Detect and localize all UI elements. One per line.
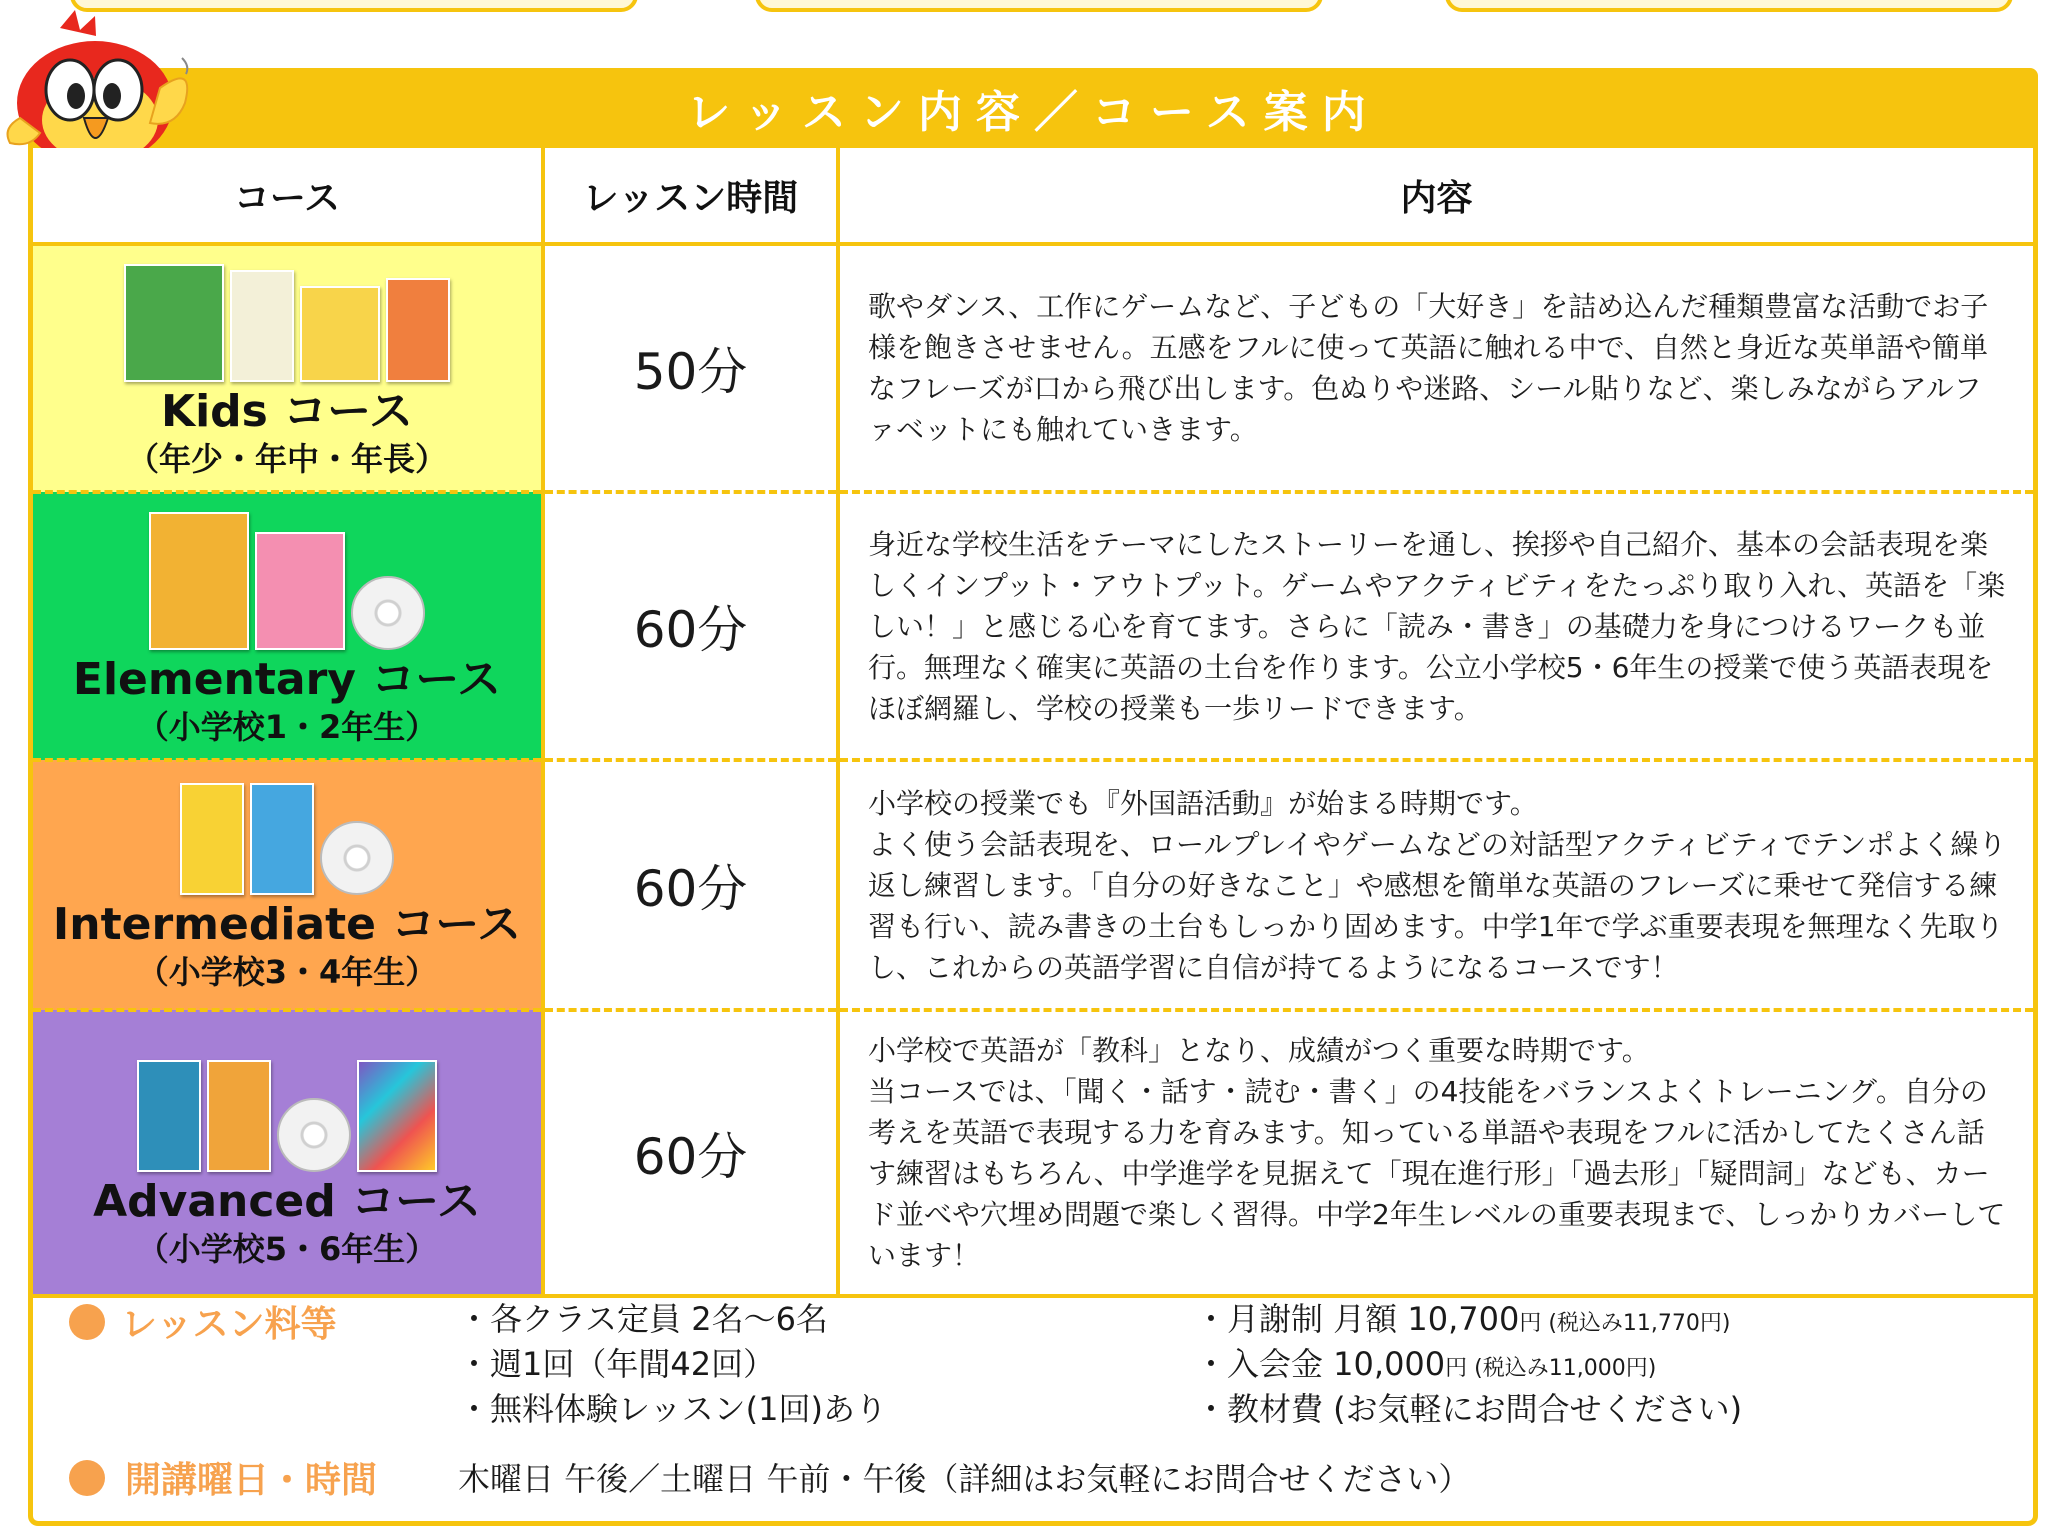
course-description: 歌やダンス、工作にゲームなど、子どもの「大好き」を詰め込んだ種類豊富な活動でお子様を飽きさせません。五感をフルに使って英語に触れる中で、自然と身近な英単語や簡単なフレーズが口から飛び出します。色ぬりや迷路、シール貼りなど、楽しみながらアルファベットにも触れていきます。 [838,244,2033,492]
workbook-icon [357,1060,437,1172]
textbook-icon [386,278,450,382]
course-grade: （年少・年中・年長） [126,440,447,478]
fee-item-monthly: ・月謝制 月額 10,700円 (税込み11,770円) [1195,1300,1731,1338]
textbook-images [33,252,541,382]
fee-item-materials: ・教材費 (お気軽にお問合せください) [1195,1390,1743,1428]
textbook-icon [300,286,380,382]
course-grade: （小学校5・6年生） [136,1230,438,1268]
textbook-icon [255,532,345,650]
course-description: 小学校の授業でも『外国語活動』が始まる時期です。 よく使う会話表現を、ロールプレイやゲームなどの対話型アクティビティでテンポよく繰り返し練習します。「自分の好きなこと」や感想を簡単な英語のフレーズに乗せて発信する練習も行い、読み書きの土台もしっかり固めます。中学1年で学ぶ重要表現を無理なく先取りし、これからの英語学習に自信が持てるようになるコースです！ [838,760,2033,1010]
section-title-bar [28,68,2038,148]
course-cell-elementary [33,492,543,760]
course-cell-advanced [33,1010,543,1296]
course-cell-intermediate [33,760,543,1010]
course-grade: （小学校1・2年生） [136,708,438,746]
textbook-icon [207,1060,271,1172]
section-title: レッスン内容／コース案内 [686,87,1380,138]
table-row [33,1010,2033,1296]
schedule-label: 開講曜日・時間 [125,1460,378,1501]
course-name: Elementary コース [72,654,502,705]
course-name: Intermediate コース [52,899,522,950]
cd-disc-icon [277,1098,351,1172]
course-description: 小学校で英語が「教科」となり、成績がつく重要な時期です。 当コースでは、「聞く・話す・読む・書く」の4技能をバランスよくトレーニング。自分の考えを英語で表現する力を育みます。知っている単語や表現をフルに活かしてたくさん話す練習はもちろん、中学進学を見据えて「現在進行形」「過去形」「疑問詞」なども、カード並べや穴埋め問題で楽しく習得。中学2年生レベルの重要表現まで、しっかりカバーしています！ [838,1010,2033,1296]
header-content: 内容 [838,148,2033,244]
cd-disc-icon [351,576,425,650]
course-cell-kids [33,244,543,492]
textbook-icon [230,270,294,382]
textbook-icon [124,264,224,382]
table-row [33,760,2033,1010]
fees-section [33,1280,2033,1520]
lesson-time: 50分 [543,244,838,492]
course-description: 身近な学校生活をテーマにしたストーリーを通し、挨拶や自己紹介、基本の会話表現を楽しくインプット・アウトプット。ゲームやアクティビティをたっぷり取り入れ、英語を「楽しい！」と感じる心を育てます。さらに「読み・書き」の基礎力を身につけるワークも並行。無理なく確実に英語の土台を作ります。公立小学校5・6年生の授業で使う英語表現をほぼ網羅し、学校の授業も一歩リードできます。 [838,492,2033,760]
top-tab-pill [755,0,1323,12]
course-table [33,148,2033,1298]
textbook-images [33,500,541,650]
textbook-icon [137,1060,201,1172]
course-grade: （小学校3・4年生） [136,953,438,991]
table-row [33,492,2033,760]
textbook-icon [149,512,249,650]
lesson-time: 60分 [543,492,838,760]
orange-dot-icon [69,1304,105,1340]
fee-item: ・無料体験レッスン(1回)あり [458,1390,888,1428]
top-tab-pill [1445,0,2013,12]
header-course: コース [33,148,543,244]
fee-item: ・各クラス定員 2名～6名 [458,1300,828,1338]
textbook-icon [250,783,314,895]
header-lesson-time: レッスン時間 [543,148,838,244]
lesson-time: 60分 [543,1010,838,1296]
schedule-text: 木曜日 午後／土曜日 午前・午後（詳細はお気軽にお問合せください） [458,1460,1471,1498]
course-name: Advanced コース [93,1176,481,1227]
fee-item: ・週1回（年間42回） [458,1345,776,1383]
course-name: Kids コース [161,386,413,437]
orange-dot-icon [69,1460,105,1496]
cd-disc-icon [320,821,394,895]
fee-item-entry: ・入会金 10,000円 (税込み11,000円) [1195,1345,1657,1383]
lesson-time: 60分 [543,760,838,1010]
table-row [33,244,2033,492]
textbook-images [33,1032,541,1172]
textbook-icon [180,783,244,895]
fees-label: レッスン料等 [121,1304,337,1345]
textbook-images [33,773,541,895]
table-header-row [33,148,2033,244]
